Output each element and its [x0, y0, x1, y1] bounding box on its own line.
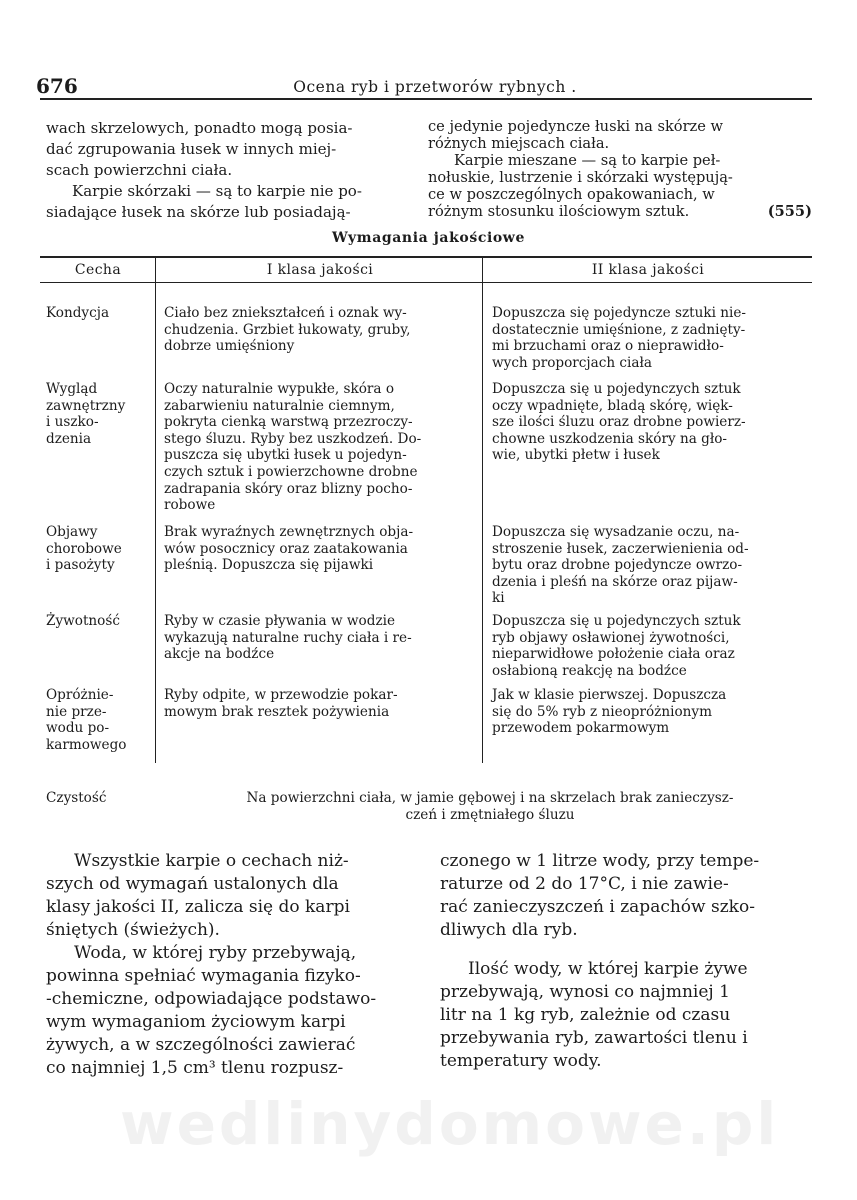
row-class-2: [492, 524, 812, 607]
text-line: śniętych (świeżych).: [46, 920, 220, 940]
feature-line: Wygląd: [46, 381, 98, 397]
cell-line: mowym brak resztek pożywienia: [164, 703, 390, 720]
text-line: co najmniej 1,5 cm³ tlenu rozpusz-: [46, 1058, 344, 1078]
text-line: [428, 203, 812, 220]
cell-line: Ryby w czasie pływania w wodzie: [164, 613, 395, 629]
row-class-2: [492, 381, 812, 464]
table-title: Wymagania jakościowe: [332, 230, 525, 246]
cell-line: oczy wpadnięte, bladą skórę, więk-: [492, 397, 733, 414]
row-class-1: [164, 524, 476, 574]
cell-line: wie, ubytki płetw i łusek: [492, 447, 660, 464]
text-line: Ilość wody, w której karpie żywe: [468, 959, 748, 979]
page-number: 676: [36, 74, 78, 98]
text-line: szych od wymagań ustalonych dla: [46, 874, 339, 894]
text-line: klasy jakości II, zalicza się do karpi: [46, 897, 350, 917]
feature-line: Żywotność: [46, 613, 120, 629]
cell-line: Dopuszcza się u pojedynczych sztuk: [492, 613, 741, 629]
watermark: wedlinydomowe.pl: [120, 1090, 780, 1158]
cell-line: Dopuszcza się pojedyncze sztuki nie-: [492, 305, 746, 321]
column-header-feature: Cecha: [74, 262, 122, 278]
text-line: dliwych dla ryb.: [440, 920, 578, 940]
cell-line: puszcza się ubytki łusek u pojedyn-: [164, 447, 407, 464]
reference-number: (555): [767, 203, 812, 220]
row-feature: [46, 687, 151, 753]
cell-line: pokryta cienką warstwą przezroczy-: [164, 414, 413, 431]
cell-line: Dopuszcza się u pojedynczych sztuk: [492, 381, 741, 397]
text-line: Karpie mieszane — są to karpie peł-: [454, 152, 721, 169]
cell-line: Na powierzchni ciała, w jamie gębowej i na skrzelach brak zanieczysz-: [246, 790, 734, 806]
cell-line: wykazują naturalne ruchy ciała i re-: [164, 629, 412, 646]
feature-line: Objawy: [46, 524, 98, 540]
cell-line: zadrapania skóry oraz blizny pocho-: [164, 480, 413, 497]
column-divider: [482, 258, 483, 763]
top-left-column: [46, 118, 398, 223]
feature-line: nie prze-: [46, 703, 107, 720]
text-line: Woda, w której ryby przebywają,: [74, 943, 357, 963]
row-class-1: [164, 305, 476, 355]
cell-line: ryb objawy osławionej żywotności,: [492, 629, 730, 646]
cell-line: dostatecznie umięśnione, z zadnięty-: [492, 321, 746, 338]
cell-line: Ciało bez zniekształceń i oznak wy-: [164, 305, 407, 321]
text-line: przebywania ryb, zawartości tlenu i: [440, 1028, 748, 1048]
feature-line: dzenia: [46, 430, 92, 447]
row-class-2: [492, 687, 812, 737]
cell-line: się do 5% ryb z nieopróżnionym: [492, 703, 712, 720]
cell-line: pleśnią. Dopuszcza się pijawki: [164, 557, 374, 574]
cell-line: wów posocznicy oraz zaatakowania: [164, 540, 408, 557]
cell-line: bytu oraz drobne pojedyncze owrzo-: [492, 557, 743, 574]
row-feature: [46, 381, 151, 447]
text-line: czonego w 1 litrze wody, przy tempe-: [440, 851, 760, 871]
cell-line: chudzenia. Grzbiet łukowaty, gruby,: [164, 321, 411, 338]
cell-line: dzenia i pleśń na skórze oraz pijaw-: [492, 573, 738, 590]
text-line: wach skrzelowych, ponadto mogą posia-: [46, 119, 353, 137]
cell-line: chowne uszkodzenia skóry na gło-: [492, 430, 728, 447]
text-line: temperatury wody.: [440, 1051, 602, 1071]
text-line: Wszystkie karpie o cechach niż-: [74, 851, 349, 871]
column-header-class-2: II klasa jakości: [591, 262, 705, 278]
cell-line: zabarwieniu naturalnie ciemnym,: [164, 397, 395, 414]
bottom-right-column: [440, 850, 815, 1073]
cell-line: Oczy naturalnie wypukłe, skóra o: [164, 381, 395, 397]
text-line: powinna spełniać wymagania fizyko-: [46, 966, 361, 986]
row-feature: [46, 305, 151, 322]
text-line: ce w poszczególnych opakowaniach, w: [428, 186, 715, 203]
top-right-column: [428, 118, 812, 220]
purity-requirement: [160, 790, 820, 823]
cell-line: akcje na bodźce: [164, 646, 275, 663]
text-line: Karpie skórzaki — są to karpie nie po-: [72, 182, 362, 200]
cell-line: robowe: [164, 497, 216, 514]
text-line: rać zanieczyszczeń i zapachów szko-: [440, 897, 755, 917]
column-divider: [155, 258, 156, 763]
text-line: nołuskie, lustrzenie i skórzaki występują-: [428, 169, 733, 186]
row-class-2: [492, 305, 812, 371]
cell-line: wych proporcjach ciała: [492, 354, 652, 371]
purity-feature: Czystość: [46, 790, 107, 806]
cell-line: Ryby odpite, w przewodzie pokar-: [164, 687, 398, 703]
column-header-class-1: I klasa jakości: [266, 262, 374, 278]
cell-line: mi brzuchami oraz o nieprawidło-: [492, 338, 724, 355]
row-feature: [46, 613, 151, 630]
cell-line: nieparwidłowe położenie ciała oraz: [492, 646, 735, 663]
bottom-left-column: [46, 850, 416, 1080]
row-class-1: [164, 613, 476, 663]
cell-line: sze ilości śluzu oraz drobne powierz-: [492, 414, 746, 431]
feature-line: i pasożyty: [46, 557, 115, 574]
feature-line: i uszko-: [46, 414, 99, 431]
cell-line: czeń i zmętniałego śluzu: [405, 806, 575, 823]
text-line: różnych miejscach ciała.: [428, 135, 610, 152]
feature-line: Kondycja: [46, 305, 110, 321]
row-class-1: [164, 687, 476, 720]
feature-line: chorobowe: [46, 540, 122, 557]
row-class-1: [164, 381, 476, 514]
text-line: raturze od 2 do 17°C, i nie zawie-: [440, 874, 729, 894]
cell-line: przewodem pokarmowym: [492, 720, 670, 737]
feature-line: karmowego: [46, 736, 127, 753]
cell-line: stroszenie łusek, zaczerwienienia od-: [492, 540, 749, 557]
text-line: ce jedynie pojedyncze łuski na skórze w: [428, 118, 724, 135]
text-line: scach powierzchni ciała.: [46, 161, 233, 179]
row-class-2: [492, 613, 812, 679]
cell-line: Dopuszcza się wysadzanie oczu, na-: [492, 524, 740, 540]
text-line: przebywają, wynosi co najmniej 1: [440, 982, 730, 1002]
text-fragment: różnym stosunku ilościowym sztuk.: [428, 203, 690, 220]
text-line: wym wymaganiom życiowym karpi: [46, 1012, 346, 1032]
feature-line: zawnętrzny: [46, 397, 126, 414]
cell-line: stego śluzu. Ryby bez uszkodzeń. Do-: [164, 430, 422, 447]
text-line: dać zgrupowania łusek w innych miej-: [46, 140, 337, 158]
text-line: siadające łusek na skórze lub posiadają-: [46, 203, 351, 221]
cell-line: dobrze umięśniony: [164, 338, 295, 355]
cell-line: ki: [492, 590, 505, 607]
text-line: -chemiczne, odpowiadające podstawo-: [46, 989, 377, 1009]
running-title: Ocena ryb i przetworów rybnych .: [293, 78, 577, 96]
row-feature: [46, 524, 151, 574]
text-line: litr na 1 kg ryb, zależnie od czasu: [440, 1005, 731, 1025]
cell-line: Brak wyraźnych zewnętrznych obja-: [164, 524, 414, 540]
feature-line: wodu po-: [46, 720, 110, 737]
cell-line: osłabioną reakcję na bodźce: [492, 662, 687, 679]
text-line: żywych, a w szczególności zawierać: [46, 1035, 356, 1055]
cell-line: Jak w klasie pierwszej. Dopuszcza: [492, 687, 727, 703]
cell-line: czych sztuk i powierzchowne drobne: [164, 463, 418, 480]
header-rule: [40, 98, 812, 100]
feature-line: Opróżnie-: [46, 687, 114, 703]
